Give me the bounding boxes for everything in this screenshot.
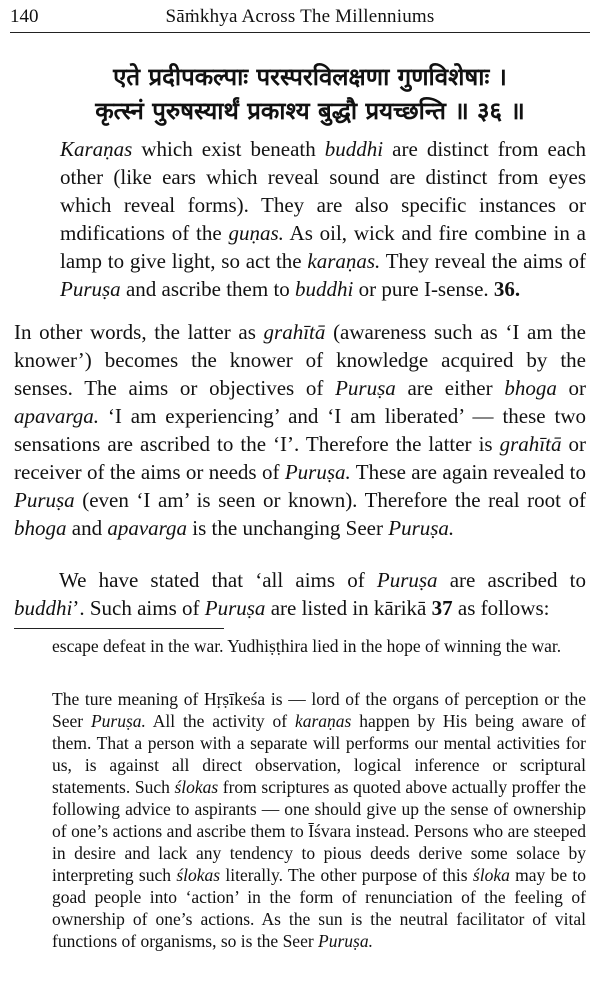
term-karanas: karaṇas. bbox=[307, 249, 381, 273]
body-paragraph-3 bbox=[14, 566, 586, 622]
text-run: happen by His being aware of them. That a person with a separate will performs our mental activities for us, is against all direct observation, logical inference or scriptural statements. Such bbox=[52, 711, 586, 797]
text-run: which exist beneath bbox=[132, 137, 325, 161]
term-grahita: grahītā bbox=[263, 320, 326, 344]
text-run: are either bbox=[395, 376, 505, 400]
term-buddhi: buddhi bbox=[324, 137, 384, 161]
text-run: We have stated that ‘all aims of bbox=[59, 568, 377, 592]
term-karanas: karaṇas bbox=[294, 711, 352, 731]
term-buddhi: buddhi bbox=[295, 277, 354, 301]
term-purusa: Puruṣa. bbox=[90, 711, 146, 731]
term-gunas: guṇas. bbox=[228, 221, 284, 245]
text-run: as follows: bbox=[452, 596, 550, 620]
text-run: or pure I-sense. bbox=[353, 277, 494, 301]
text-run: may be to goad people into ‘action’ in the form of renunciation of the feeling of ownership of one’s actions. As the sun is the neutral facilitator of vital functions of organisms, so is the Seer bbox=[52, 865, 587, 951]
term-bhoga: bhoga bbox=[14, 516, 67, 540]
verse-line-2: कृत्स्नं पुरुषस्यार्थं प्रकाश्य बुद्धौ प्रयच्छन्ति ॥ ३६ ॥ bbox=[95, 97, 525, 125]
page-header bbox=[10, 6, 590, 33]
karika-number: 37 bbox=[431, 596, 453, 620]
verse-line-1: एते प्रदीपकल्पाः परस्परविलक्षणा गुणविशेषाः । bbox=[113, 63, 507, 91]
body-paragraph-2 bbox=[14, 318, 586, 542]
text-run: ‘I am experiencing’ and ‘I am liberated’ — these two sensations are ascribed to the ‘I’. Therefore the latter is bbox=[14, 404, 586, 456]
text-run: (even ‘I am’ is seen or known). Therefore the real root of bbox=[74, 488, 586, 512]
text-run: and bbox=[66, 516, 108, 540]
text-run: from scriptures as quoted above actually proffer the following advice to aspirants — one should give up the sense of ownership of one’s actions and ascribe them to Īśvara instead. Persons who are steeped in desire and lack any tendency to pious deeds derive some solace by interpreting such bbox=[52, 777, 586, 885]
text-run: and ascribe them to bbox=[120, 277, 296, 301]
text-run: is the unchanging Seer bbox=[187, 516, 389, 540]
term-purusa: Puruṣa bbox=[14, 488, 75, 512]
text-run: are listed in kārikā bbox=[265, 596, 432, 620]
text-run: literally. The other purpose of this bbox=[220, 865, 473, 885]
footnote-continuation: escape defeat in the war. Yudhiṣṭhira lied in the hope of winning the war. bbox=[52, 636, 562, 656]
term-purusa: Puruṣa. bbox=[388, 516, 455, 540]
footnote-hrsikesa bbox=[52, 688, 586, 952]
text-run: All the activity of bbox=[145, 711, 295, 731]
term-purusa: Puruṣa bbox=[335, 376, 396, 400]
sanskrit-verse bbox=[40, 60, 580, 128]
term-buddhi: buddhi bbox=[14, 596, 73, 620]
text-run: or receiver of the aims or needs of bbox=[14, 432, 586, 484]
term-apavarga: apavarga. bbox=[14, 404, 99, 428]
text-run: They reveal the aims of bbox=[380, 249, 586, 273]
text-run: ’. Such aims of bbox=[72, 596, 205, 620]
term-purusa: Puruṣa bbox=[204, 596, 266, 620]
term-purusa: Puruṣa. bbox=[318, 931, 373, 951]
verse-commentary bbox=[60, 135, 586, 303]
term-slokas: ślokas bbox=[176, 865, 221, 885]
term-purusa: Puruṣa bbox=[376, 568, 438, 592]
text-run: The ture meaning of Hṛṣīkeśa is — lord of the organs of perception or the Seer bbox=[52, 689, 586, 731]
term-slokas: ślokas bbox=[174, 777, 219, 797]
term-apavarga: apavarga bbox=[107, 516, 188, 540]
text-run: or bbox=[556, 376, 586, 400]
term-karanas: Karaṇas bbox=[60, 137, 133, 161]
verse-number: 36. bbox=[493, 277, 521, 301]
text-run: (awareness such as ‘I am the knower’) becomes the knower of knowledge acquired by the senses. The aims or objectives of bbox=[14, 320, 586, 400]
text-run: are ascribed to bbox=[437, 568, 586, 592]
term-sloka: śloka bbox=[472, 865, 510, 885]
term-bhoga: bhoga bbox=[504, 376, 557, 400]
term-purusa: Puruṣa. bbox=[284, 460, 351, 484]
text-run: are distinct from each other (like ears which reveal sound are distinct from eyes which reveal forms). They are also specific instances or mdifications of the bbox=[60, 137, 587, 245]
term-grahita: grahītā bbox=[499, 432, 562, 456]
text-run: In other words, the latter as bbox=[14, 320, 264, 344]
running-title: Sāṁkhya Across The Millenniums bbox=[165, 6, 435, 27]
footnote-divider bbox=[14, 628, 224, 629]
text-run: As oil, wick and fire combine in a lamp to give light, so act the bbox=[60, 221, 586, 273]
text-run: These are again revealed to bbox=[350, 460, 586, 484]
term-purusa: Puruṣa bbox=[60, 277, 121, 301]
page-number: 140 bbox=[10, 6, 39, 27]
